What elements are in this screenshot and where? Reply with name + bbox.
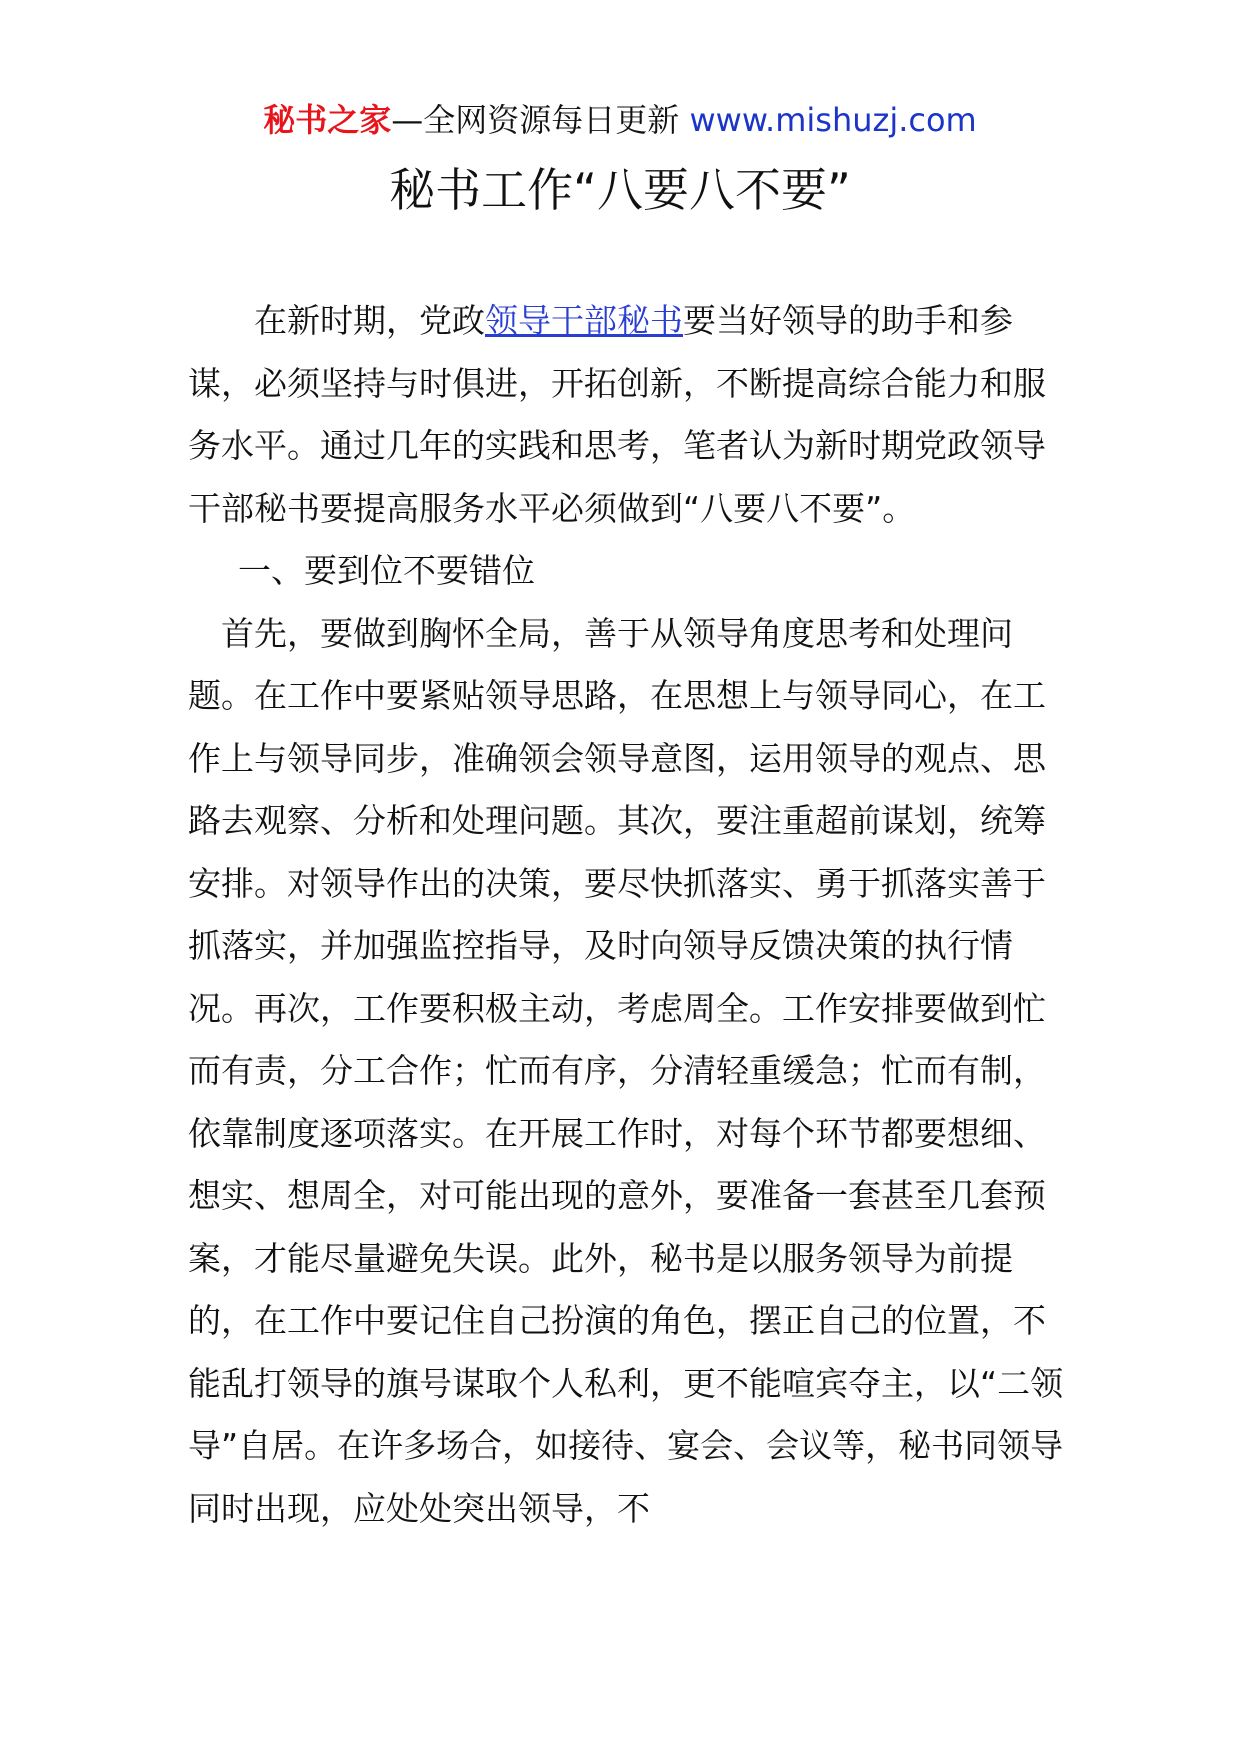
secretary-link[interactable]: 领导干部秘书: [485, 301, 683, 340]
section-paragraph: 首先，要做到胸怀全局，善于从领导角度思考和处理问题。在工作中要紧贴领导思路，在思想上与领导同心，在工作上与领导同步，准确领会领导意图，运用领导的观点、思路去观察、分析和处理问题。其次，要注重超前谋划，统筹安排。对领导作出的决策，要尽快抓落实、勇于抓落实善于抓落实，并加强监控指导，及时向领导反馈决策的执行情况。再次，工作要积极主动，考虑周全。工作安排要做到忙而有责，分工合作；忙而有序，分清轻重缓急；忙而有制，依靠制度逐项落实。在开展工作时，对每个环节都要想细、想实、想周全，对可能出现的意外，要准备一套甚至几套预案，才能尽量避免失误。此外，秘书是以服务领导为前提的，在工作中要记住自己扮演的角色，摆正自己的位置，不能乱打领导的旗号谋取个人私利，更不能喧宾夺主，以“二领导”自居。在许多场合，如接待、宴会、会议等，秘书同领导同时出现，应处处突出领导，不: [188, 613, 1064, 1528]
brand-name: 秘书之家: [263, 101, 392, 139]
header-tagline: —全网资源每日更新: [391, 101, 690, 139]
document-body: [188, 290, 1068, 1540]
intro-text-start: 在新时期，党政: [254, 301, 485, 340]
intro-text-rest: 要当好领导的助手和参谋，必须坚持与时俱进，开拓创新，不断提高综合能力和服务水平。通过几年的实践和思考，笔者认为新时期党政领导干部秘书要提高服务水平必须做到“八要八不要”。: [188, 301, 1046, 528]
intro-paragraph: [188, 290, 1068, 540]
site-header: [0, 98, 1240, 142]
site-url-link[interactable]: www.mishuzj.com: [689, 101, 977, 139]
section-heading: 一、要到位不要错位: [238, 551, 535, 590]
document-title: 秘书工作“八要八不要”: [389, 163, 851, 217]
